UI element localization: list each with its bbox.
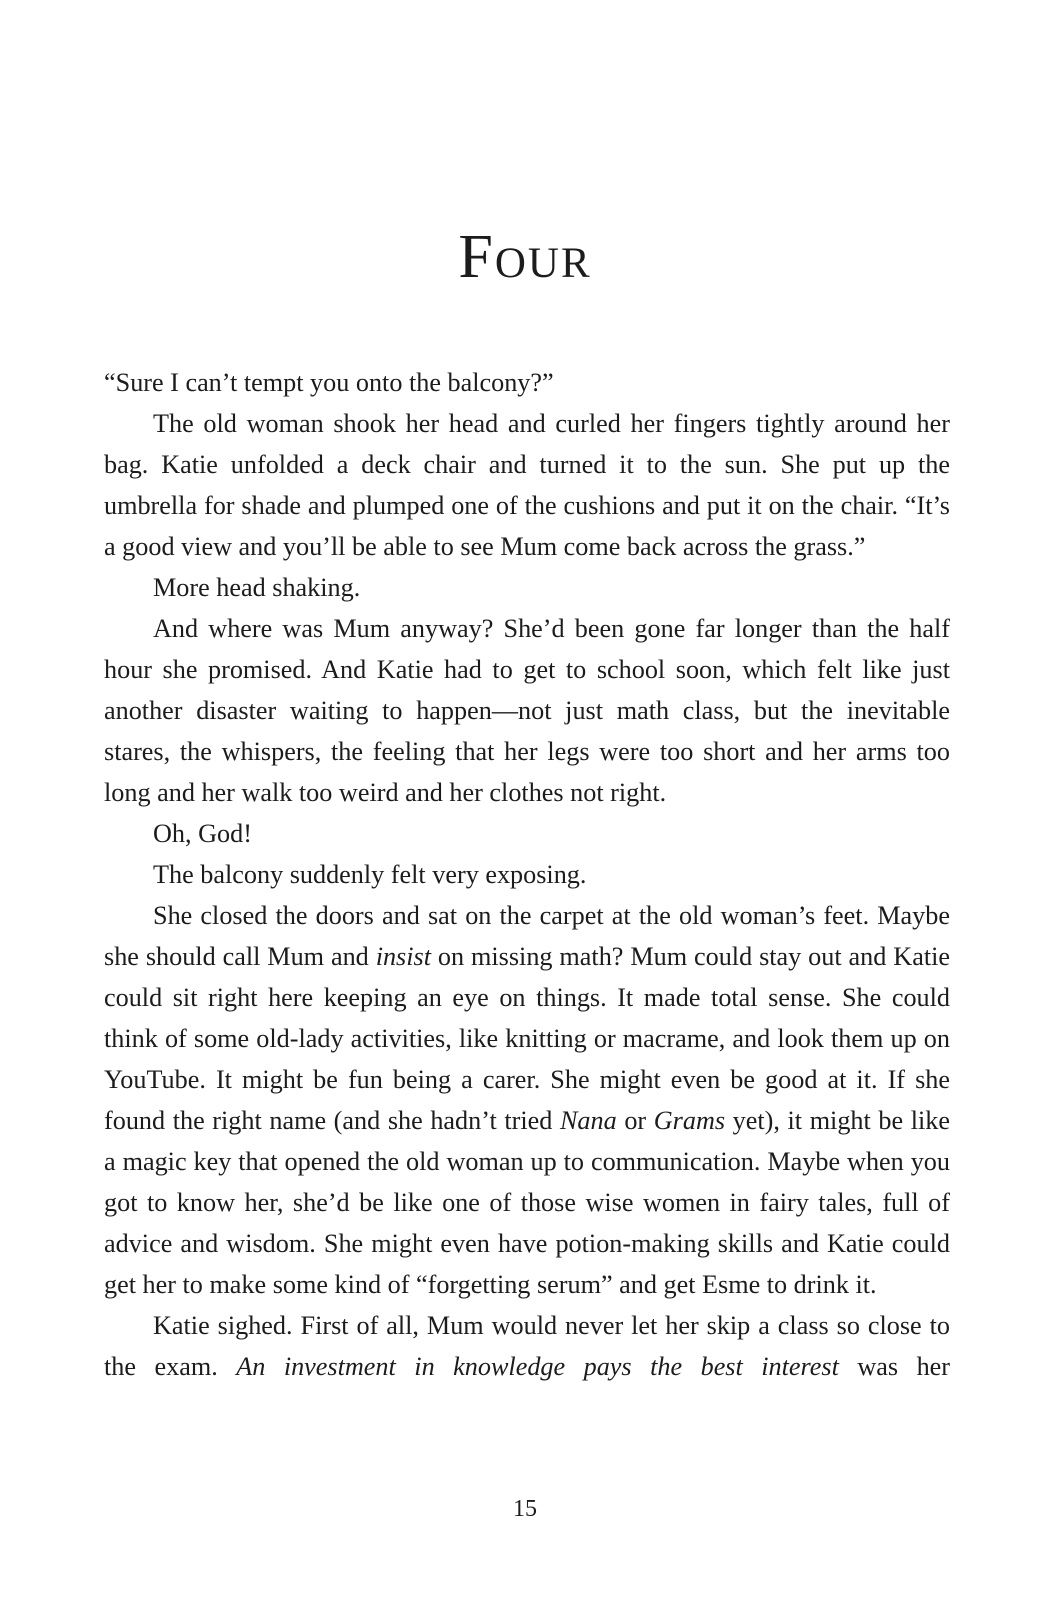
italic-text: Grams	[653, 1106, 726, 1135]
italic-text: An investment in knowledge pays the best interest	[236, 1352, 839, 1381]
italic-text: Nana	[559, 1106, 617, 1135]
paragraph	[104, 567, 950, 608]
paragraph	[104, 854, 950, 895]
paragraph	[104, 403, 950, 567]
text-run: was her	[838, 1352, 951, 1381]
text-run: Katie sighed. First of all, Mum would never let her skip a class so close to the exam.	[104, 1311, 950, 1381]
chapter-title: Four	[458, 223, 592, 291]
text-run: She closed the doors and sat on the carpet at the old woman’s feet. Maybe she should call Mum and	[104, 901, 950, 971]
italic-text: insist	[375, 942, 431, 971]
text-run: The old woman shook her head and curled her fingers tightly around her bag. Katie unfolded a deck chair and turned it to the sun. She put up the umbrella for shade and plumped one of the cushions and put it on the chair. “It’s a good view and you’ll be able to see Mum come back across the grass.”	[104, 409, 950, 561]
paragraph	[104, 1305, 950, 1387]
text-run: Oh, God!	[153, 819, 252, 848]
paragraph	[104, 608, 950, 813]
text-run: More head shaking.	[153, 573, 361, 602]
chapter-body	[104, 362, 950, 1387]
text-run: yet), it might be like a magic key that opened the old woman up to communication. Maybe when you got to know her, she’d be like one of those wise women in fairy tales, full of advice and wisdom. She might even have potion-making skills and Katie could get her to make some kind of “forgetting serum” and get Esme to drink it.	[104, 1106, 950, 1299]
paragraph	[104, 813, 950, 854]
text-run: The balcony suddenly felt very exposing.	[153, 860, 587, 889]
text-run: And where was Mum anyway? She’d been gone far longer than the half hour she promised. And Katie had to get to school soon, which felt like just another disaster waiting to happen—not just math class, but the inevitable stares, the whispers, the feeling that her legs were too short and her arms too long and her walk too weird and her clothes not right.	[104, 614, 950, 807]
text-run: “Sure I can’t tempt you onto the balcony?”	[104, 368, 554, 397]
text-run: or	[616, 1106, 654, 1135]
text-run: on missing math? Mum could stay out and Katie could sit right here keeping an eye on things. It made total sense. She could think of some old-lady activities, like knitting or macrame, and look them up on YouTube. It might be fun being a carer. She might even be good at it. If she found the right name (and she hadn’t tried	[104, 942, 950, 1135]
paragraph	[104, 895, 950, 1305]
page-number: 15	[513, 1496, 537, 1522]
paragraph	[104, 362, 950, 403]
